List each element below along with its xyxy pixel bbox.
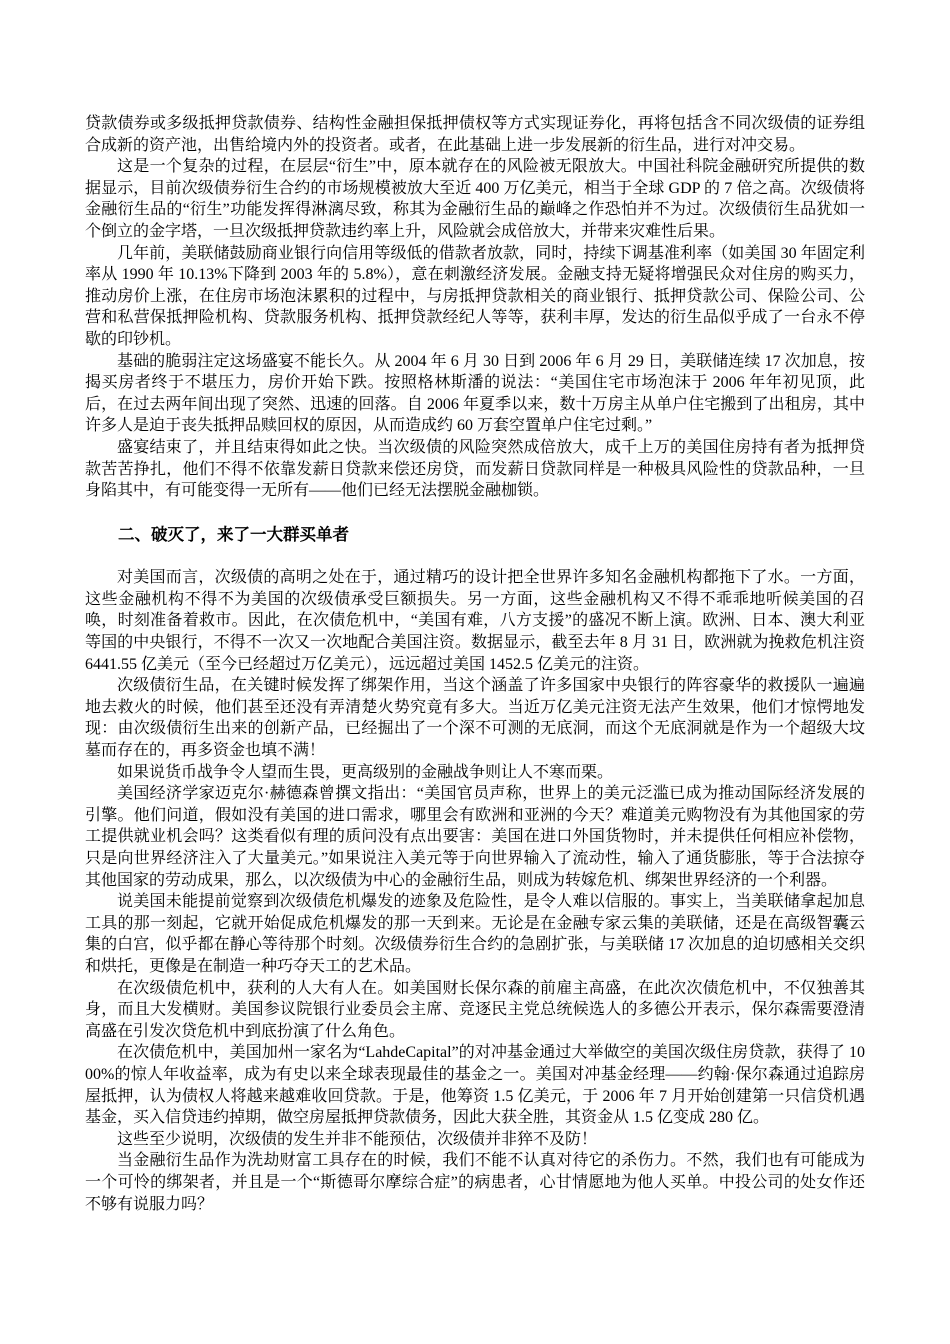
section-heading: 二、破灭了，来了一大群买单者: [118, 524, 349, 544]
paragraph: 这些至少说明，次级债的发生并非不能预估，次级债并非猝不及防！: [117, 1130, 598, 1148]
paragraph: 在次级债危机中，获利的人大有人在。如美国财长保尔森的前雇主高盛，在此次次债危机中，不仅独善其身，而且大发横财。美国参议院银行业委员会主席、竞逐民主党总统候选人的多德公开表示，保尔森需要澄清高盛在引发次贷危机中到底扮演了什么角色。: [85, 979, 865, 1040]
paragraph: 当金融衍生品作为洗劫财富工具存在的时候，我们不能不认真对待它的杀伤力。不然，我们也有可能成为一个可怜的绑架者，并且是一个“斯德哥尔摩综合症”的病患者，心甘情愿地为他人买单。中投公司的处女作还不够有说服力吗？: [85, 1152, 865, 1213]
paragraph: 基础的脆弱注定这场盛宴不能长久。从 2004 年 6 月 30 日到 2006 年 6 月 29 日，美联储连续 17 次加息，按揭买房者终于不堪压力，房价开始下跌。按照格林斯潘的说法：“美国住宅市场泡沫于 2006 年年初见顶，此后，在过去两年间出现了突然、迅速的回落。自 2006 年夏季以来，数十万房主从单户住宅搬到了出租房，其中许多人是迫于丧失抵押品赎回权的原因，从而造成约 60 万套空置单户住宅过剩。”: [85, 352, 865, 435]
paragraph: 对美国而言，次级债的高明之处在于，通过精巧的设计把全世界许多知名金融机构都拖下了水。一方面，这些金融机构不得不为美国的次级债承受巨额损失。另一方面，这些金融机构又不得不乖乖地听候美国的召唤，时刻准备着救市。因此，在次债危机中，“美国有难，八方支援”的盛况不断上演。欧洲、日本、澳大利亚等国的中央银行，不得不一次又一次地配合美国注资。数据显示，截至去年 8 月 31 日，欧洲就为挽救危机注资 6441.55 亿美元（至今已经超过万亿美元），远远超过美国 1452.5 亿美元的注资。: [85, 569, 865, 673]
paragraph: 盛宴结束了，并且结束得如此之快。当次级债的风险突然成倍放大，成千上万的美国住房持有者为抵押贷款苦苦挣扎，他们不得不依靠发薪日贷款来偿还房贷，而发薪日贷款同样是一种极具风险性的贷款品种，一旦身陷其中，有可能变得一无所有——他们已经无法摆脱金融枷锁。: [85, 438, 865, 500]
paragraph: 次级债衍生品，在关键时候发挥了绑架作用，当这个涵盖了许多国家中央银行的阵容豪华的救援队一遍遍地去救火的时候，他们甚至还没有弄清楚火势究竟有多大。当近万亿美元注资无法产生效果，他们才惊愕地发现：由次级债衍生出来的创新产品，已经掘出了一个深不可测的无底洞，而这个无底洞就是作为一个超级大坟墓而存在的，再多资金也填不满！: [85, 677, 865, 760]
paragraph: 如果说货币战争令人望而生畏，更高级别的金融战争则让人不寒而栗。: [117, 763, 614, 781]
paragraph: 在次债危机中，美国加州一家名为“LahdeCapital”的对冲基金通过大举做空的美国次级住房贷款，获得了 1000%的惊人年收益率，成为有史以来全球表现最佳的基金之一。美国对冲基金经理——约翰·保尔森通过追踪房屋抵押，认为债权人将越来越难收回贷款。于是，他筹资 1.5 亿美元，于 2006 年 7 月开始创建第一只信贷机遇基金，买入信贷违约掉期，做空房屋抵押贷款债务，因此大获全胜，其资金从 1.5 亿变成 280 亿。: [85, 1044, 865, 1127]
paragraph: 美国经济学家迈克尔·赫德森曾撰文指出：“美国官员声称，世界上的美元泛滥已成为推动国际经济发展的引擎。他们问道，假如没有美国的进口需求，哪里会有欧洲和亚洲的今天？难道美元购物没有为其他国家的劳工提供就业机会吗？这类看似有理的质问没有点出要害：美国在进口外国货物时，并未提供任何相应补偿物，只是向世界经济注入了大量美元。”如果说注入美元等于向世界输入了流动性，输入了通货膨胀，等于合法掠夺其他国家的劳动成果，那么，以次级债为中心的金融衍生品，则成为转嫁危机、绑架世界经济的一个利器。: [85, 785, 865, 889]
paragraph: 这是一个复杂的过程，在层层“衍生”中，原本就存在的风险被无限放大。中国社科院金融研究所提供的数据显示，目前次级债券衍生合约的市场规模被放大至近 400 万亿美元，相当于全球 GDP 的 7 倍之高。次级债将金融衍生品的“衍生”功能发挥得淋漓尽致，称其为金融衍生品的巅峰之作恐怕并不为过。次级债衍生品犹如一个倒立的金字塔，一旦次级抵押贷款违约率上升，风险就会成倍放大，并带来灾难性后果。: [85, 158, 865, 240]
document-body: [85, 113, 865, 1215]
paragraph: 几年前，美联储鼓励商业银行向信用等级低的借款者放款，同时，持续下调基准利率（如美国 30 年固定利率从 1990 年 10.13%下降到 2003 年的 5.8%），意在刺激经济发展。金融支持无疑将增强民众对住房的购买力，推动房价上涨，在住房市场泡沫累积的过程中，与房抵押贷款相关的商业银行、抵押贷款公司、保险公司、公营和私营保抵押险机构、贷款服务机构、抵押贷款经纪人等等，获利丰厚，发达的衍生品似乎成了一台永不停歇的印钞机。: [85, 244, 865, 348]
paragraph: 说美国未能提前觉察到次级债危机爆发的迹象及危险性，是令人难以信服的。事实上，当美联储拿起加息工具的那一刻起，它就开始促成危机爆发的那一天到来。无论是在金融专家云集的美联储，还是在高级智囊云集的白宫，似乎都在静心等待那个时刻。次级债券衍生合约的急剧扩张，与美联储 17 次加息的迫切感相关交织和烘托，更像是在制造一种巧夺天工的艺术品。: [85, 893, 865, 975]
paragraph: 贷款债券或多级抵押贷款债券、结构性金融担保抵押债权等方式实现证券化，再将包括含不同次级债的证券组合成新的资产池，出售给境内外的投资者。或者，在此基础上进一步发展新的衍生品，进行对冲交易。: [85, 115, 865, 154]
